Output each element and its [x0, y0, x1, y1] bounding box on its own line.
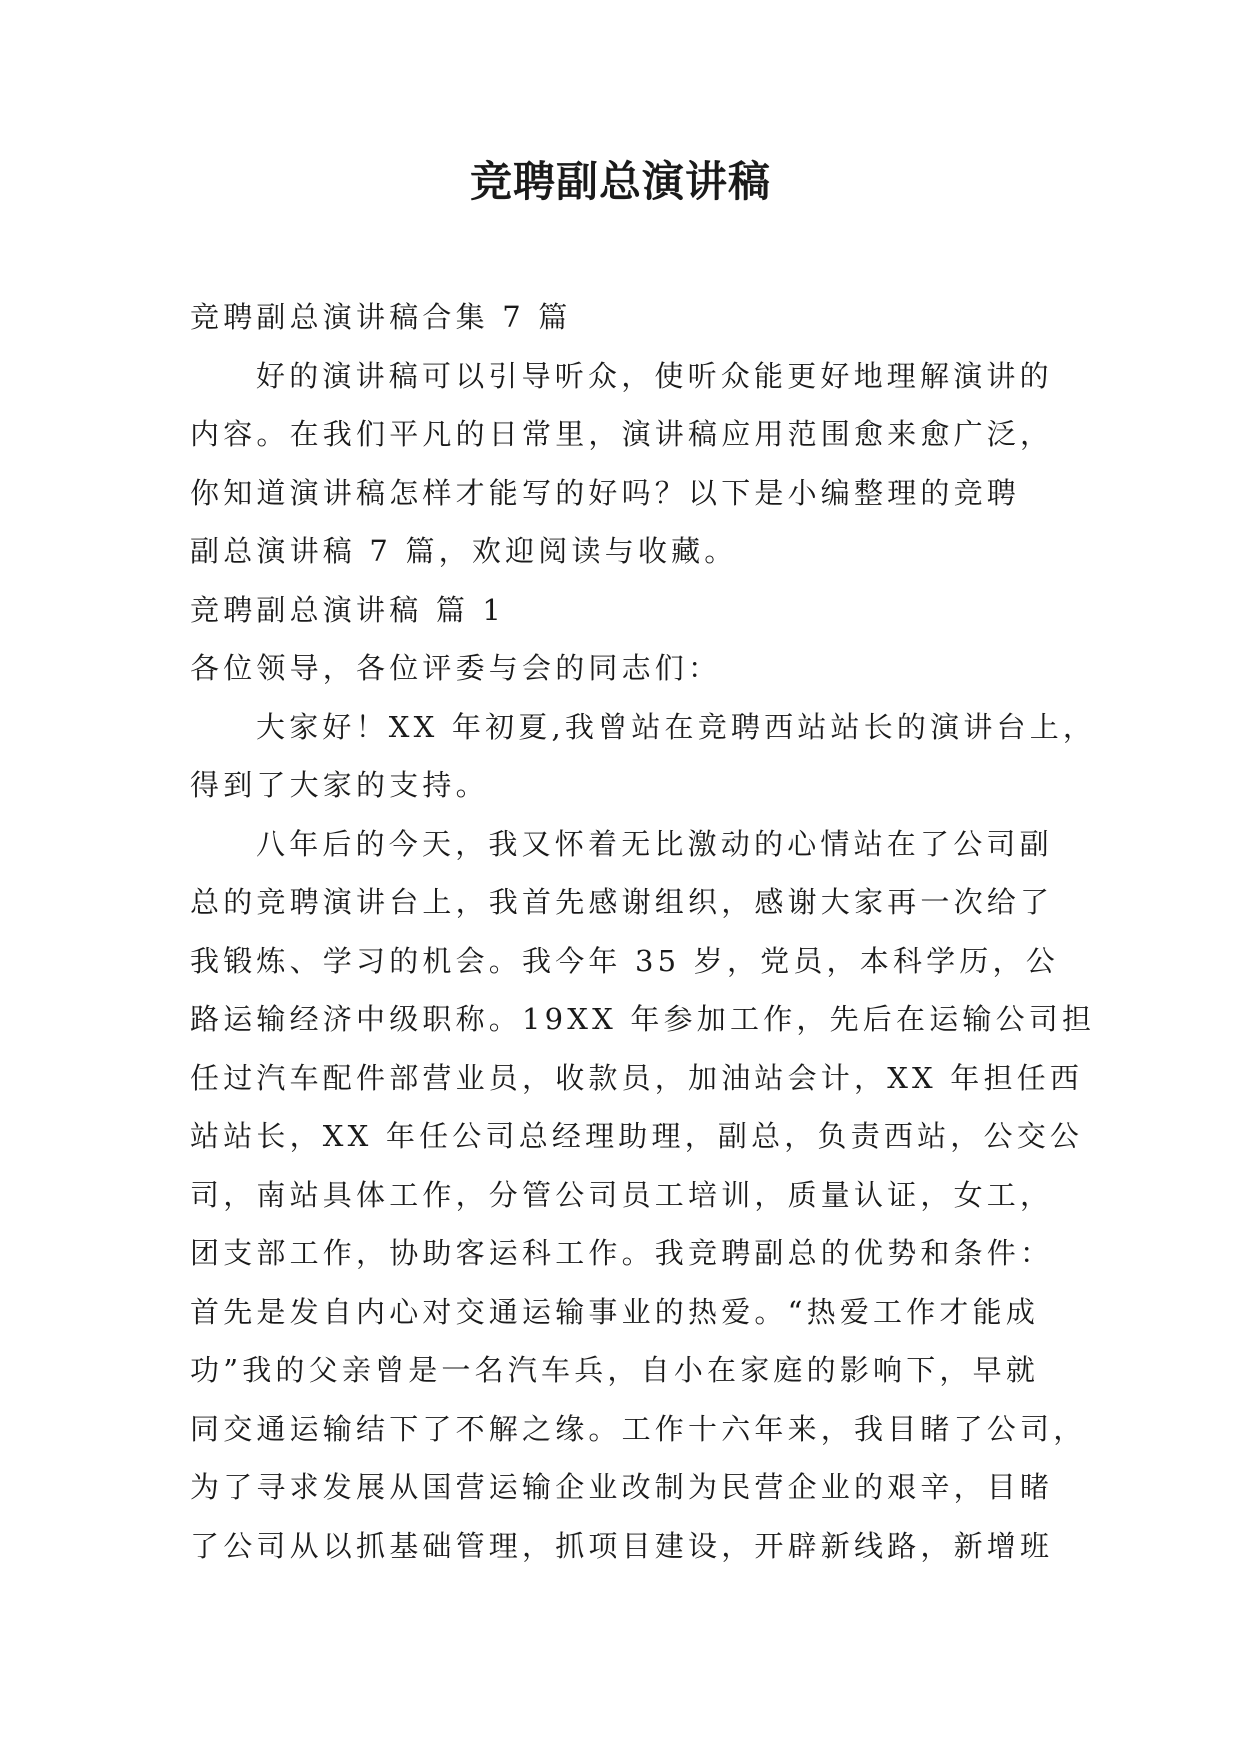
text-line-4: 你知道演讲稿怎样才能写的好吗？以下是小编整理的竞聘	[190, 475, 1021, 510]
text-line-16: 司，南站具体工作，分管公司员工培训，质量认证，女工，	[190, 1177, 1054, 1212]
text-line-3: 内容。在我们平凡的日常里，演讲稿应用范围愈来愈广泛，	[190, 417, 1054, 451]
text-line-9: 得到了大家的支持。	[190, 768, 489, 802]
document-title: 竞聘副总演讲稿	[469, 157, 771, 206]
text-line-22: 了公司从以抓基础管理，抓项目建设，开辟新线路，新增班	[190, 1528, 1054, 1563]
text-line-8: 大家好！XX 年初夏,我曾站在竞聘西站站长的演讲台上，	[256, 709, 1097, 744]
text-line-2: 好的演讲稿可以引导听众，使听众能更好地理解演讲的	[256, 358, 1053, 393]
text-line-6: 竞聘副总演讲稿 篇 1	[190, 592, 506, 627]
text-line-1: 竞聘副总演讲稿合集 7 篇	[190, 300, 572, 334]
text-line-7: 各位领导，各位评委与会的同志们：	[190, 651, 722, 685]
text-line-5: 副总演讲稿 7 篇，欢迎阅读与收藏。	[190, 534, 738, 568]
text-line-18: 首先是发自内心对交通运输事业的热爱。“热爱工作才能成	[190, 1294, 1040, 1329]
text-line-10: 八年后的今天，我又怀着无比激动的心情站在了公司副	[256, 826, 1053, 861]
text-line-20: 同交通运输结下了不解之缘。工作十六年来，我目睹了公司，	[190, 1411, 1087, 1446]
text-line-19: 功”我的父亲曾是一名汽车兵，自小在家庭的影响下，早就	[190, 1353, 1040, 1387]
text-line-21: 为了寻求发展从国营运输企业改制为民营企业的艰辛，目睹	[190, 1470, 1054, 1504]
text-line-11: 总的竞聘演讲台上，我首先感谢组织，感谢大家再一次给了	[190, 885, 1054, 919]
text-line-17: 团支部工作，协助客运科工作。我竞聘副总的优势和条件：	[190, 1236, 1054, 1270]
text-line-15: 站站长，XX 年任公司总经理助理，副总，负责西站，公交公	[190, 1119, 1084, 1153]
text-line-13: 路运输经济中级职称。19XX 年参加工作，先后在运输公司担	[190, 1002, 1096, 1036]
text-line-14: 任过汽车配件部营业员，收款员，加油站会计，XX 年担任西	[190, 1060, 1084, 1095]
text-line-12: 我锻炼、学习的机会。我今年 35 岁，党员，本科学历，公	[190, 943, 1059, 978]
document-body	[190, 288, 1097, 1575]
